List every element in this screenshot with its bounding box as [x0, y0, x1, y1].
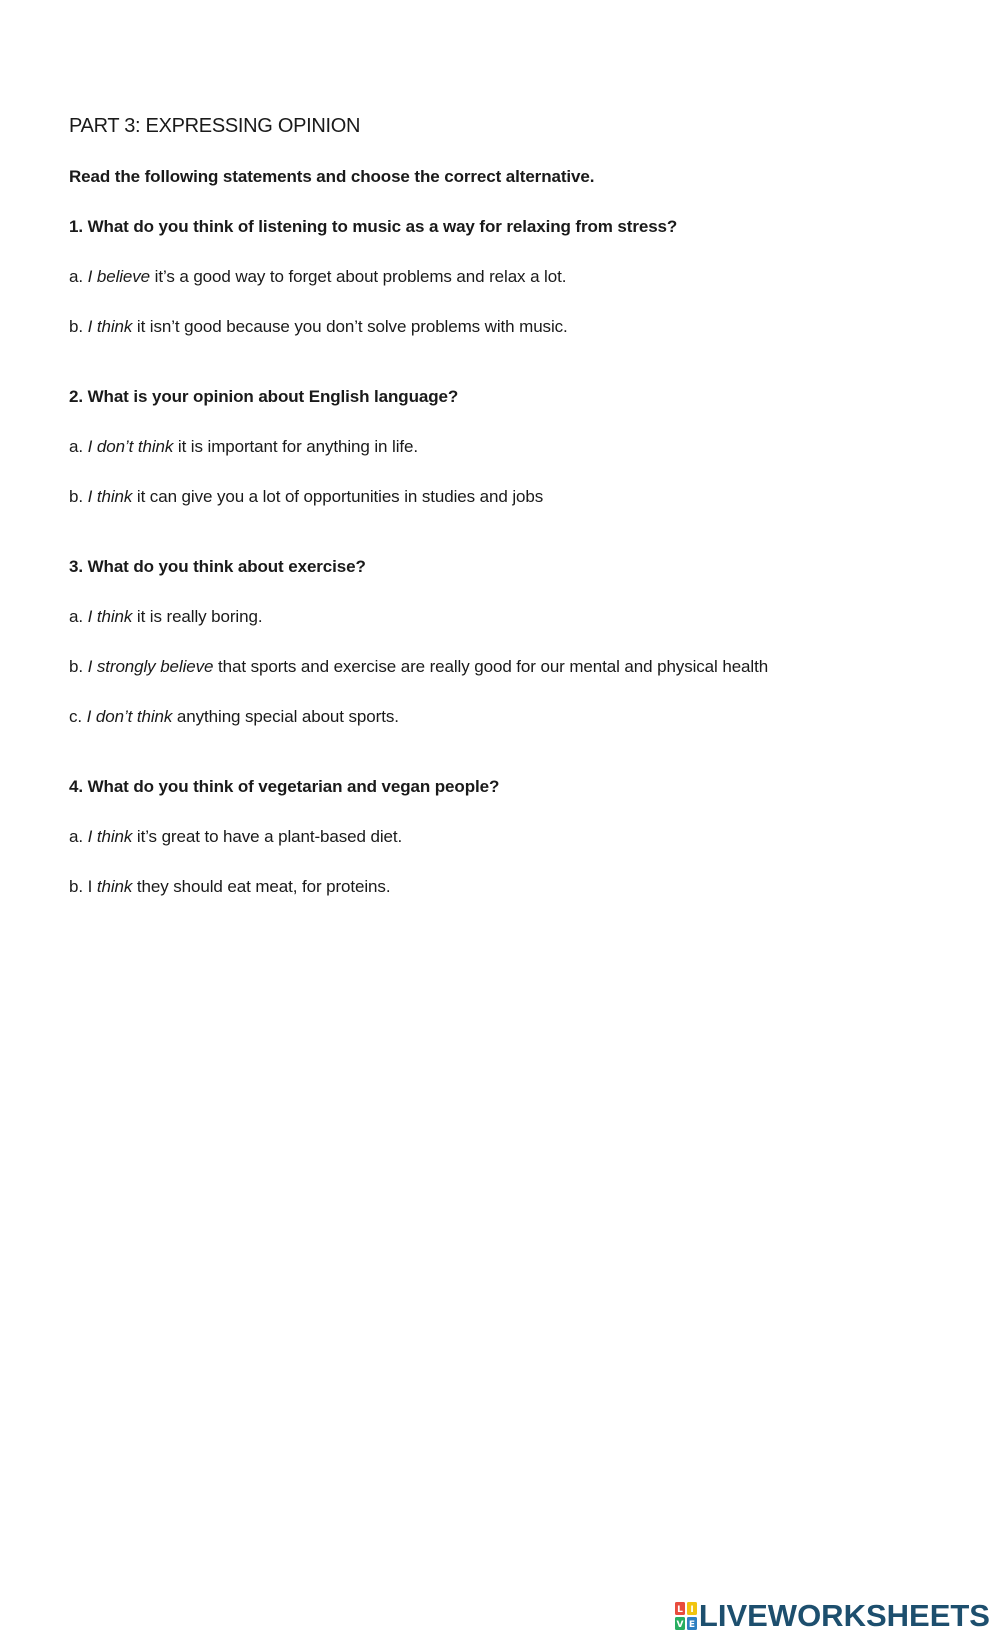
option-prefix: a.	[69, 607, 88, 626]
liveworksheets-logo	[675, 1596, 990, 1636]
question-1: 1. What do you think of listening to music as a way for relaxing from stress?	[69, 217, 678, 236]
svg-text:L: L	[677, 1605, 683, 1615]
svg-text:V: V	[676, 1620, 684, 1630]
svg-text:E: E	[688, 1620, 695, 1630]
option-opinion-phrase: I believe	[87, 267, 151, 286]
question-2-option-a[interactable]	[69, 437, 418, 457]
question-3-option-c[interactable]	[69, 707, 399, 727]
svg-text:I: I	[690, 1605, 694, 1615]
option-text: it is important for anything in life.	[173, 437, 418, 456]
question-4: 4. What do you think of vegetarian and vegan people?	[69, 777, 500, 796]
option-text: it’s great to have a plant-based diet.	[132, 827, 403, 846]
option-text: anything special about sports.	[172, 707, 399, 726]
option-prefix: a.	[69, 267, 88, 286]
question-1-option-b[interactable]	[69, 317, 568, 337]
option-prefix: b.	[69, 487, 88, 506]
question-2-option-b[interactable]	[69, 487, 543, 507]
question-4-option-b[interactable]	[69, 877, 390, 897]
option-opinion-phrase: I don’t think	[87, 437, 174, 456]
liveworksheets-logo-icon	[675, 1602, 697, 1630]
option-opinion-phrase: I think	[87, 317, 133, 336]
question-3-option-b[interactable]	[69, 657, 768, 677]
option-prefix: c.	[69, 707, 87, 726]
option-text: it isn’t good because you don’t solve problems with music.	[132, 317, 568, 336]
instructions: Read the following statements and choose the correct alternative.	[69, 167, 595, 186]
question-4-option-a[interactable]	[69, 827, 402, 847]
option-text: it is really boring.	[132, 607, 263, 626]
option-opinion-phrase: I strongly believe	[87, 657, 214, 676]
option-prefix: b.	[69, 317, 88, 336]
question-2: 2. What is your opinion about English language?	[69, 387, 459, 406]
option-prefix: a.	[69, 827, 88, 846]
question-3-option-a[interactable]	[69, 607, 262, 627]
option-prefix: b.	[69, 657, 88, 676]
option-text: it’s a good way to forget about problems and relax a lot.	[150, 267, 567, 286]
question-3: 3. What do you think about exercise?	[69, 557, 366, 576]
option-opinion-phrase: I think	[87, 827, 133, 846]
liveworksheets-logo-text: LIVEWORKSHEETS	[698, 1598, 990, 1633]
option-prefix: a.	[69, 437, 88, 456]
page-title: PART 3: EXPRESSING OPINION	[69, 115, 361, 137]
option-prefix: b. I	[69, 877, 97, 896]
option-text: that sports and exercise are really good for our mental and physical health	[213, 657, 769, 676]
option-opinion-phrase: think	[96, 877, 133, 896]
option-opinion-phrase: I think	[87, 607, 133, 626]
question-1-option-a[interactable]	[69, 267, 566, 287]
option-text: it can give you a lot of opportunities in studies and jobs	[132, 487, 544, 506]
option-opinion-phrase: I don’t think	[86, 707, 173, 726]
option-opinion-phrase: I think	[87, 487, 133, 506]
option-text: they should eat meat, for proteins.	[132, 877, 391, 896]
